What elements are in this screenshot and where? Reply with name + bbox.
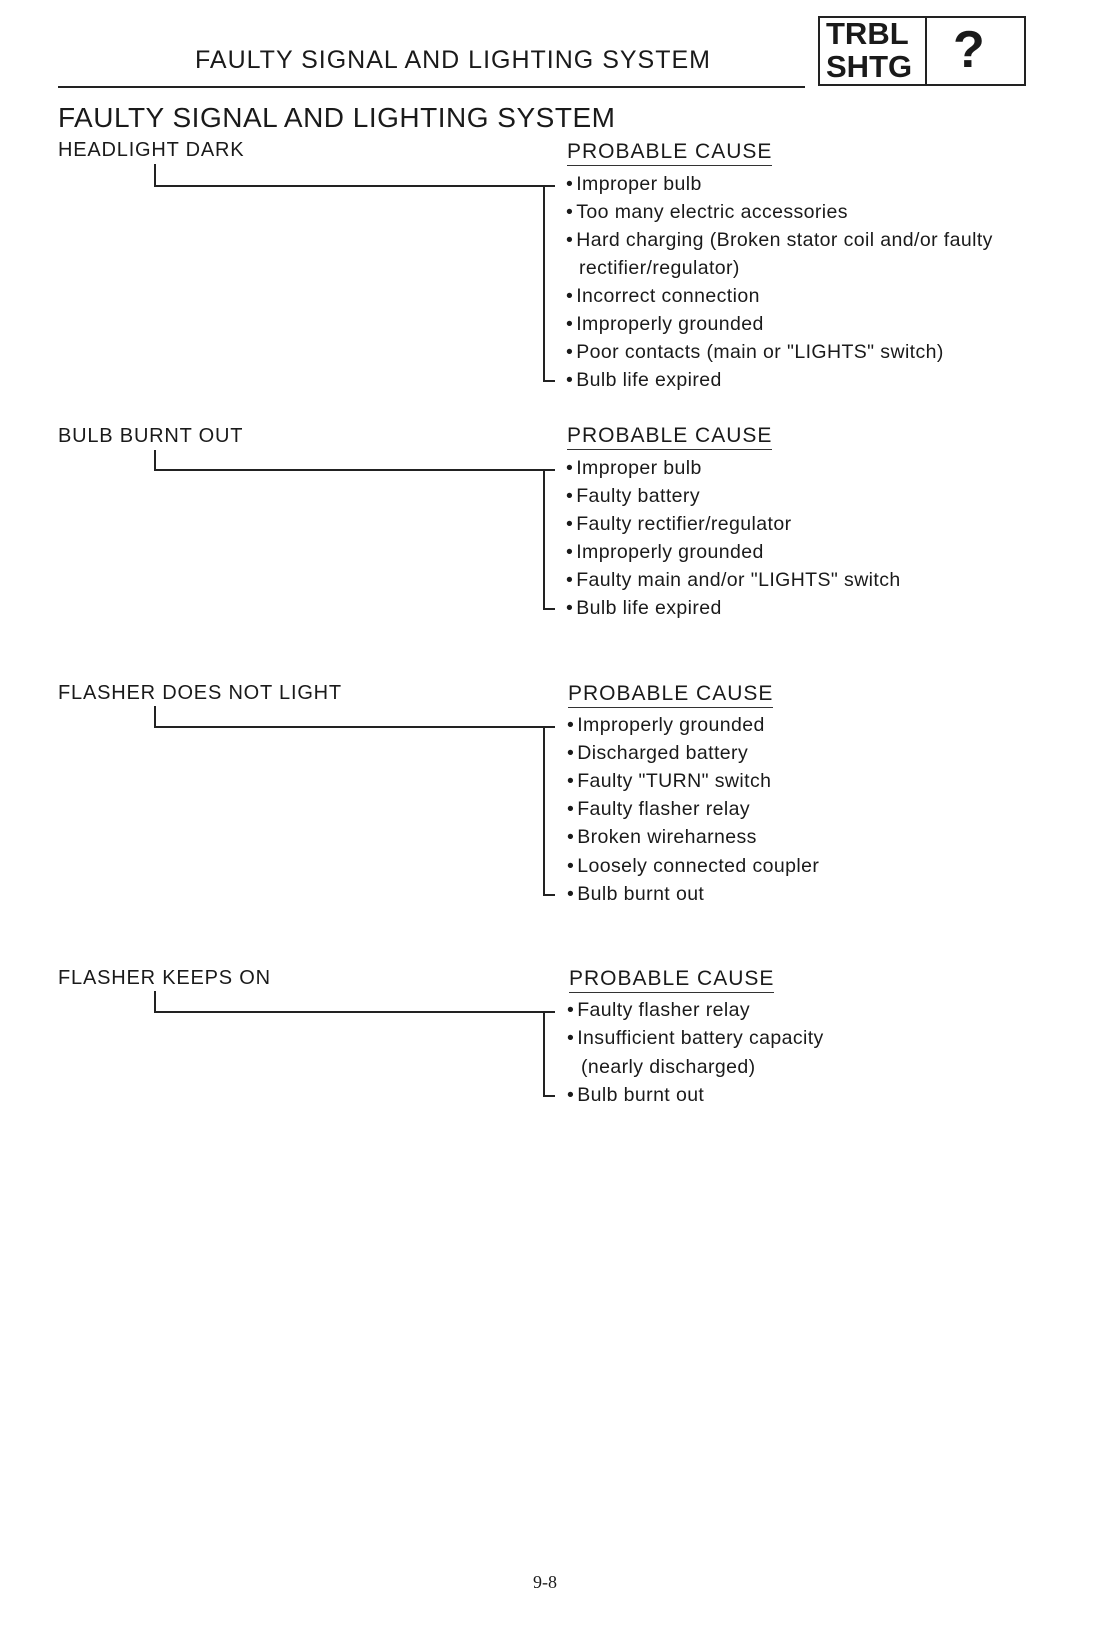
cause-item: • Bulb life expired bbox=[566, 369, 722, 391]
cause-bracket bbox=[543, 185, 545, 382]
cause-item: • Incorrect connection bbox=[566, 285, 760, 307]
cause-item: • Discharged battery bbox=[567, 742, 749, 764]
cause-item: • Bulb burnt out bbox=[567, 1084, 705, 1106]
cause-item: • Faulty rectifier/regulator bbox=[566, 513, 792, 535]
symptom-flasher-does-not-light: FLASHER DOES NOT LIGHT bbox=[58, 682, 342, 704]
connector-vertical bbox=[154, 450, 156, 470]
cause-item: • Insufficient battery capacity bbox=[567, 1027, 824, 1049]
cause-item: • Improperly grounded bbox=[567, 714, 765, 736]
cause-item: • Improperly grounded bbox=[566, 313, 764, 335]
badge-divider bbox=[925, 16, 927, 86]
cause-item-continuation: rectifier/regulator) bbox=[579, 257, 740, 279]
cause-item: • Poor contacts (main or "LIGHTS" switch) bbox=[566, 341, 944, 363]
cause-item: • Too many electric accessories bbox=[566, 201, 848, 223]
cause-item: • Faulty flasher relay bbox=[567, 999, 750, 1021]
probable-cause-heading: PROBABLE CAUSE bbox=[567, 424, 772, 450]
probable-cause-heading: PROBABLE CAUSE bbox=[569, 967, 774, 993]
bracket-tick-bottom bbox=[543, 894, 555, 896]
question-mark-icon: ? bbox=[953, 21, 985, 79]
badge-trbl: TRBL bbox=[826, 16, 909, 51]
cause-item: • Hard charging (Broken stator coil and/or faulty bbox=[566, 229, 993, 251]
probable-cause-heading: PROBABLE CAUSE bbox=[568, 682, 773, 708]
cause-item: • Faulty flasher relay bbox=[567, 798, 750, 820]
symptom-headlight-dark: HEADLIGHT DARK bbox=[58, 139, 245, 161]
bracket-tick-top bbox=[543, 185, 555, 187]
bracket-tick-top bbox=[543, 726, 555, 728]
connector-horizontal bbox=[154, 1011, 544, 1013]
cause-bracket bbox=[543, 726, 545, 896]
cause-item: • Faulty battery bbox=[566, 485, 700, 507]
cause-item: • Bulb life expired bbox=[566, 597, 722, 619]
header-title: FAULTY SIGNAL AND LIGHTING SYSTEM bbox=[195, 46, 711, 74]
cause-bracket bbox=[543, 1011, 545, 1097]
symptom-flasher-keeps-on: FLASHER KEEPS ON bbox=[58, 967, 271, 989]
probable-cause-heading: PROBABLE CAUSE bbox=[567, 140, 772, 166]
badge-shtg: SHTG bbox=[826, 49, 913, 84]
symptom-bulb-burnt-out: BULB BURNT OUT bbox=[58, 425, 244, 447]
page-number: 9-8 bbox=[533, 1572, 557, 1592]
cause-item-continuation: (nearly discharged) bbox=[581, 1056, 756, 1078]
bracket-tick-bottom bbox=[543, 380, 555, 382]
cause-item: • Faulty main and/or "LIGHTS" switch bbox=[566, 569, 901, 591]
cause-item: • Bulb burnt out bbox=[567, 883, 705, 905]
bracket-tick-bottom bbox=[543, 608, 555, 610]
bracket-tick-top bbox=[543, 469, 555, 471]
cause-bracket bbox=[543, 469, 545, 610]
connector-horizontal bbox=[154, 726, 544, 728]
cause-item: • Broken wireharness bbox=[567, 826, 757, 848]
cause-item: • Loosely connected coupler bbox=[567, 855, 820, 877]
connector-vertical bbox=[154, 706, 156, 727]
cause-item: • Improper bulb bbox=[566, 173, 702, 195]
section-title: FAULTY SIGNAL AND LIGHTING SYSTEM bbox=[58, 102, 616, 133]
bracket-tick-top bbox=[543, 1011, 555, 1013]
bracket-tick-bottom bbox=[543, 1095, 555, 1097]
header-rule bbox=[58, 86, 805, 88]
connector-vertical bbox=[154, 164, 156, 186]
cause-item: • Improperly grounded bbox=[566, 541, 764, 563]
cause-item: • Improper bulb bbox=[566, 457, 702, 479]
connector-vertical bbox=[154, 991, 156, 1012]
cause-item: • Faulty "TURN" switch bbox=[567, 770, 772, 792]
connector-horizontal bbox=[154, 469, 544, 471]
connector-horizontal bbox=[154, 185, 544, 187]
